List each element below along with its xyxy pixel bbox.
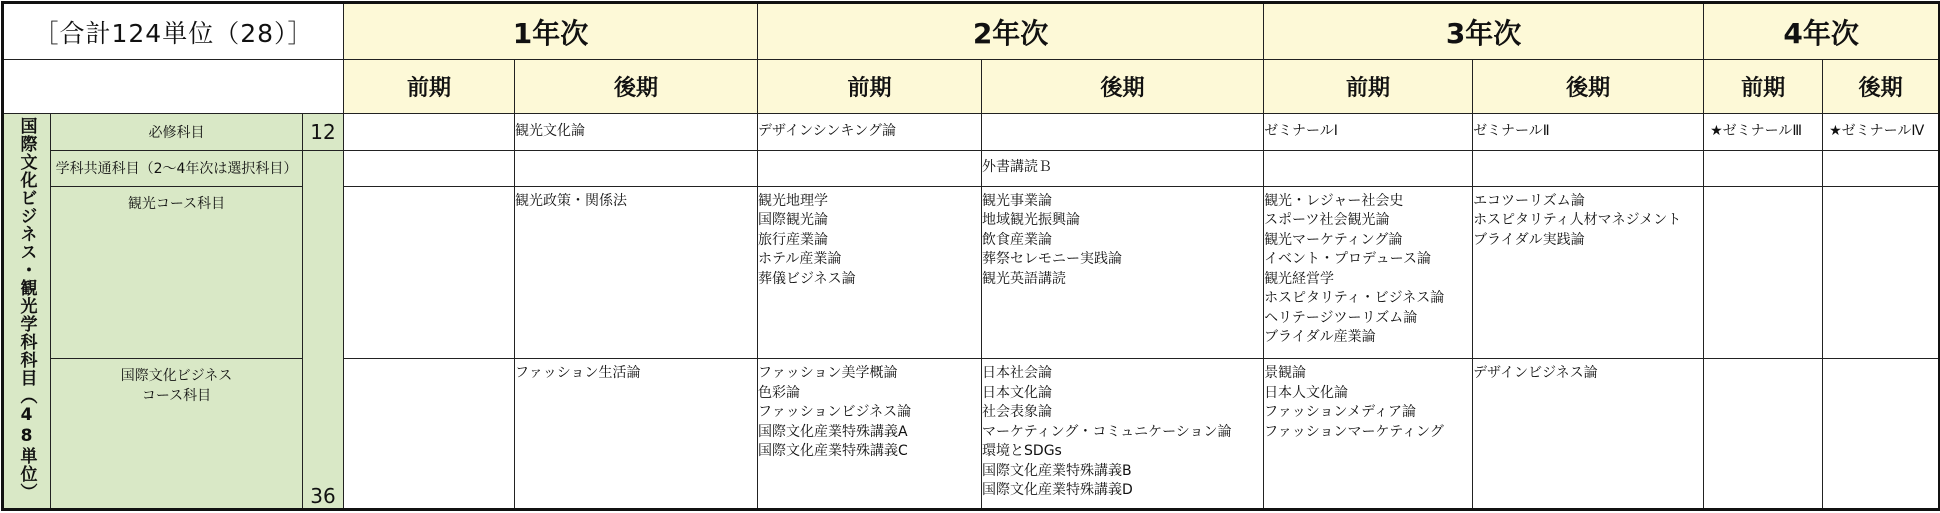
course-name: 観光地理学 bbox=[758, 192, 829, 209]
year3-first-semester: 前期 bbox=[1264, 60, 1473, 114]
course-list bbox=[515, 359, 758, 510]
category-intl bbox=[51, 359, 303, 510]
course-name: ホテル産業論 bbox=[758, 251, 842, 268]
course-name: 国際文化産業特殊講義A bbox=[758, 423, 908, 440]
required-row bbox=[3, 114, 1940, 150]
year-2-header: 2年次 bbox=[758, 3, 1264, 60]
course-cell: ★ゼミナールⅣ bbox=[1823, 114, 1940, 150]
course-name: 日本人文化論 bbox=[1264, 384, 1349, 401]
course-name: 葬祭セレモニー実践論 bbox=[982, 251, 1123, 268]
course-list bbox=[1823, 186, 1940, 359]
year-3-header: 3年次 bbox=[1264, 3, 1704, 60]
course-name: ファッション生活論 bbox=[515, 365, 641, 382]
course-name: マーケティング・コミュニケーション論 bbox=[982, 423, 1232, 440]
course-name: 国際文化産業特殊講義B bbox=[982, 462, 1132, 479]
course-cell: 観光文化論 bbox=[515, 114, 758, 150]
course-cell bbox=[1473, 150, 1704, 186]
course-name: ブライダル実践論 bbox=[1473, 231, 1585, 248]
course-list bbox=[515, 186, 758, 359]
course-cell: ★ゼミナールⅢ bbox=[1704, 114, 1823, 150]
course-cell: ゼミナールⅡ bbox=[1473, 114, 1704, 150]
course-name: ファッション美学概論 bbox=[758, 365, 898, 382]
course-name: 観光政策・関係法 bbox=[515, 192, 628, 209]
category-tourism: 観光コース科目 bbox=[51, 186, 303, 359]
year2-first-semester: 前期 bbox=[758, 60, 982, 114]
intl-row bbox=[3, 359, 1940, 510]
course-list bbox=[1704, 186, 1823, 359]
course-name: 旅行産業論 bbox=[758, 231, 829, 248]
year4-first-semester: 前期 bbox=[1704, 60, 1823, 114]
course-name: 観光事業論 bbox=[982, 192, 1053, 209]
course-name: 日本文化論 bbox=[982, 384, 1053, 401]
course-name: ファッションビジネス論 bbox=[758, 404, 912, 421]
course-cell: デザインシンキング論 bbox=[758, 114, 982, 150]
course-cell bbox=[344, 150, 515, 186]
course-name: ブライダル産業論 bbox=[1264, 329, 1376, 346]
credits-required: 12 bbox=[303, 114, 344, 150]
course-name: 国際文化産業特殊講義C bbox=[758, 443, 908, 460]
course-name: 地域観光振興論 bbox=[982, 212, 1081, 229]
course-name: エコツーリズム論 bbox=[1473, 192, 1585, 209]
course-name: ヘリテージツーリズム論 bbox=[1264, 309, 1418, 326]
course-cell: ゼミナールⅠ bbox=[1264, 114, 1473, 150]
curriculum-table bbox=[1, 1, 1940, 511]
category-common: 学科共通科目（2〜4年次は選択科目） bbox=[51, 150, 303, 186]
program-label: 国際文化ビジネス・観光学科科目（48単位） bbox=[16, 117, 37, 502]
course-cell bbox=[1823, 150, 1940, 186]
year1-first-semester: 前期 bbox=[344, 60, 515, 114]
course-list bbox=[344, 186, 515, 359]
course-name: スポーツ社会観光論 bbox=[1264, 212, 1390, 229]
year-1-header: 1年次 bbox=[344, 3, 758, 60]
course-list bbox=[1704, 359, 1823, 510]
course-cell bbox=[758, 150, 982, 186]
category-required: 必修科目 bbox=[51, 114, 303, 150]
year2-second-semester: 後期 bbox=[982, 60, 1264, 114]
common-row bbox=[3, 150, 1940, 186]
year3-second-semester: 後期 bbox=[1473, 60, 1704, 114]
course-cell bbox=[982, 114, 1264, 150]
year4-second-semester: 後期 bbox=[1823, 60, 1940, 114]
course-name: 飲食産業論 bbox=[982, 231, 1053, 248]
course-name: 景観論 bbox=[1264, 365, 1307, 382]
course-list bbox=[1473, 186, 1704, 359]
course-cell bbox=[1704, 150, 1823, 186]
course-list bbox=[1473, 359, 1704, 510]
course-cell: 外書講読Ｂ bbox=[982, 150, 1264, 186]
course-list bbox=[758, 186, 982, 359]
program-label-cell bbox=[3, 114, 51, 510]
total-credits: ［合計124単位（28）］ bbox=[3, 3, 344, 60]
course-list bbox=[982, 359, 1264, 510]
course-name: 日本社会論 bbox=[982, 365, 1053, 382]
course-name: ホスピタリティ人材マネジメント bbox=[1473, 212, 1682, 229]
course-cell bbox=[515, 150, 758, 186]
course-name: 社会表象論 bbox=[982, 404, 1053, 421]
blank-header-cell bbox=[3, 60, 344, 114]
category-intl-line1: 国際文化ビジネス bbox=[120, 368, 233, 385]
course-list bbox=[344, 359, 515, 510]
course-name: 観光・レジャー社会史 bbox=[1264, 192, 1404, 209]
course-list bbox=[982, 186, 1264, 359]
course-name: デザインビジネス論 bbox=[1473, 365, 1598, 382]
course-name: 国際観光論 bbox=[758, 212, 829, 229]
tourism-row bbox=[3, 186, 1940, 359]
course-list bbox=[1264, 359, 1473, 510]
course-list bbox=[1264, 186, 1473, 359]
course-name: ファッションメディア論 bbox=[1264, 404, 1416, 421]
course-name: ファッションマーケティング bbox=[1264, 423, 1444, 440]
course-list bbox=[1823, 359, 1940, 510]
course-name: ホスピタリティ・ビジネス論 bbox=[1264, 290, 1445, 307]
year-header-row bbox=[3, 3, 1940, 60]
course-cell bbox=[1264, 150, 1473, 186]
course-list bbox=[758, 359, 982, 510]
course-name: 葬儀ビジネス論 bbox=[758, 270, 856, 287]
course-name: 観光マーケティング論 bbox=[1264, 231, 1403, 248]
course-name: 観光経営学 bbox=[1264, 270, 1335, 287]
course-name: イベント・プロデュース論 bbox=[1264, 251, 1431, 268]
credits-elective: 36 bbox=[303, 150, 344, 509]
course-cell bbox=[344, 114, 515, 150]
course-name: 国際文化産業特殊講義D bbox=[982, 482, 1133, 499]
year1-second-semester: 後期 bbox=[515, 60, 758, 114]
course-name: 環境とSDGs bbox=[982, 443, 1062, 460]
category-intl-line2: コース科目 bbox=[141, 388, 212, 405]
semester-header-row bbox=[3, 60, 1940, 114]
course-name: 色彩論 bbox=[758, 384, 801, 401]
course-name: 観光英語講読 bbox=[982, 270, 1067, 287]
year-4-header: 4年次 bbox=[1704, 3, 1940, 60]
